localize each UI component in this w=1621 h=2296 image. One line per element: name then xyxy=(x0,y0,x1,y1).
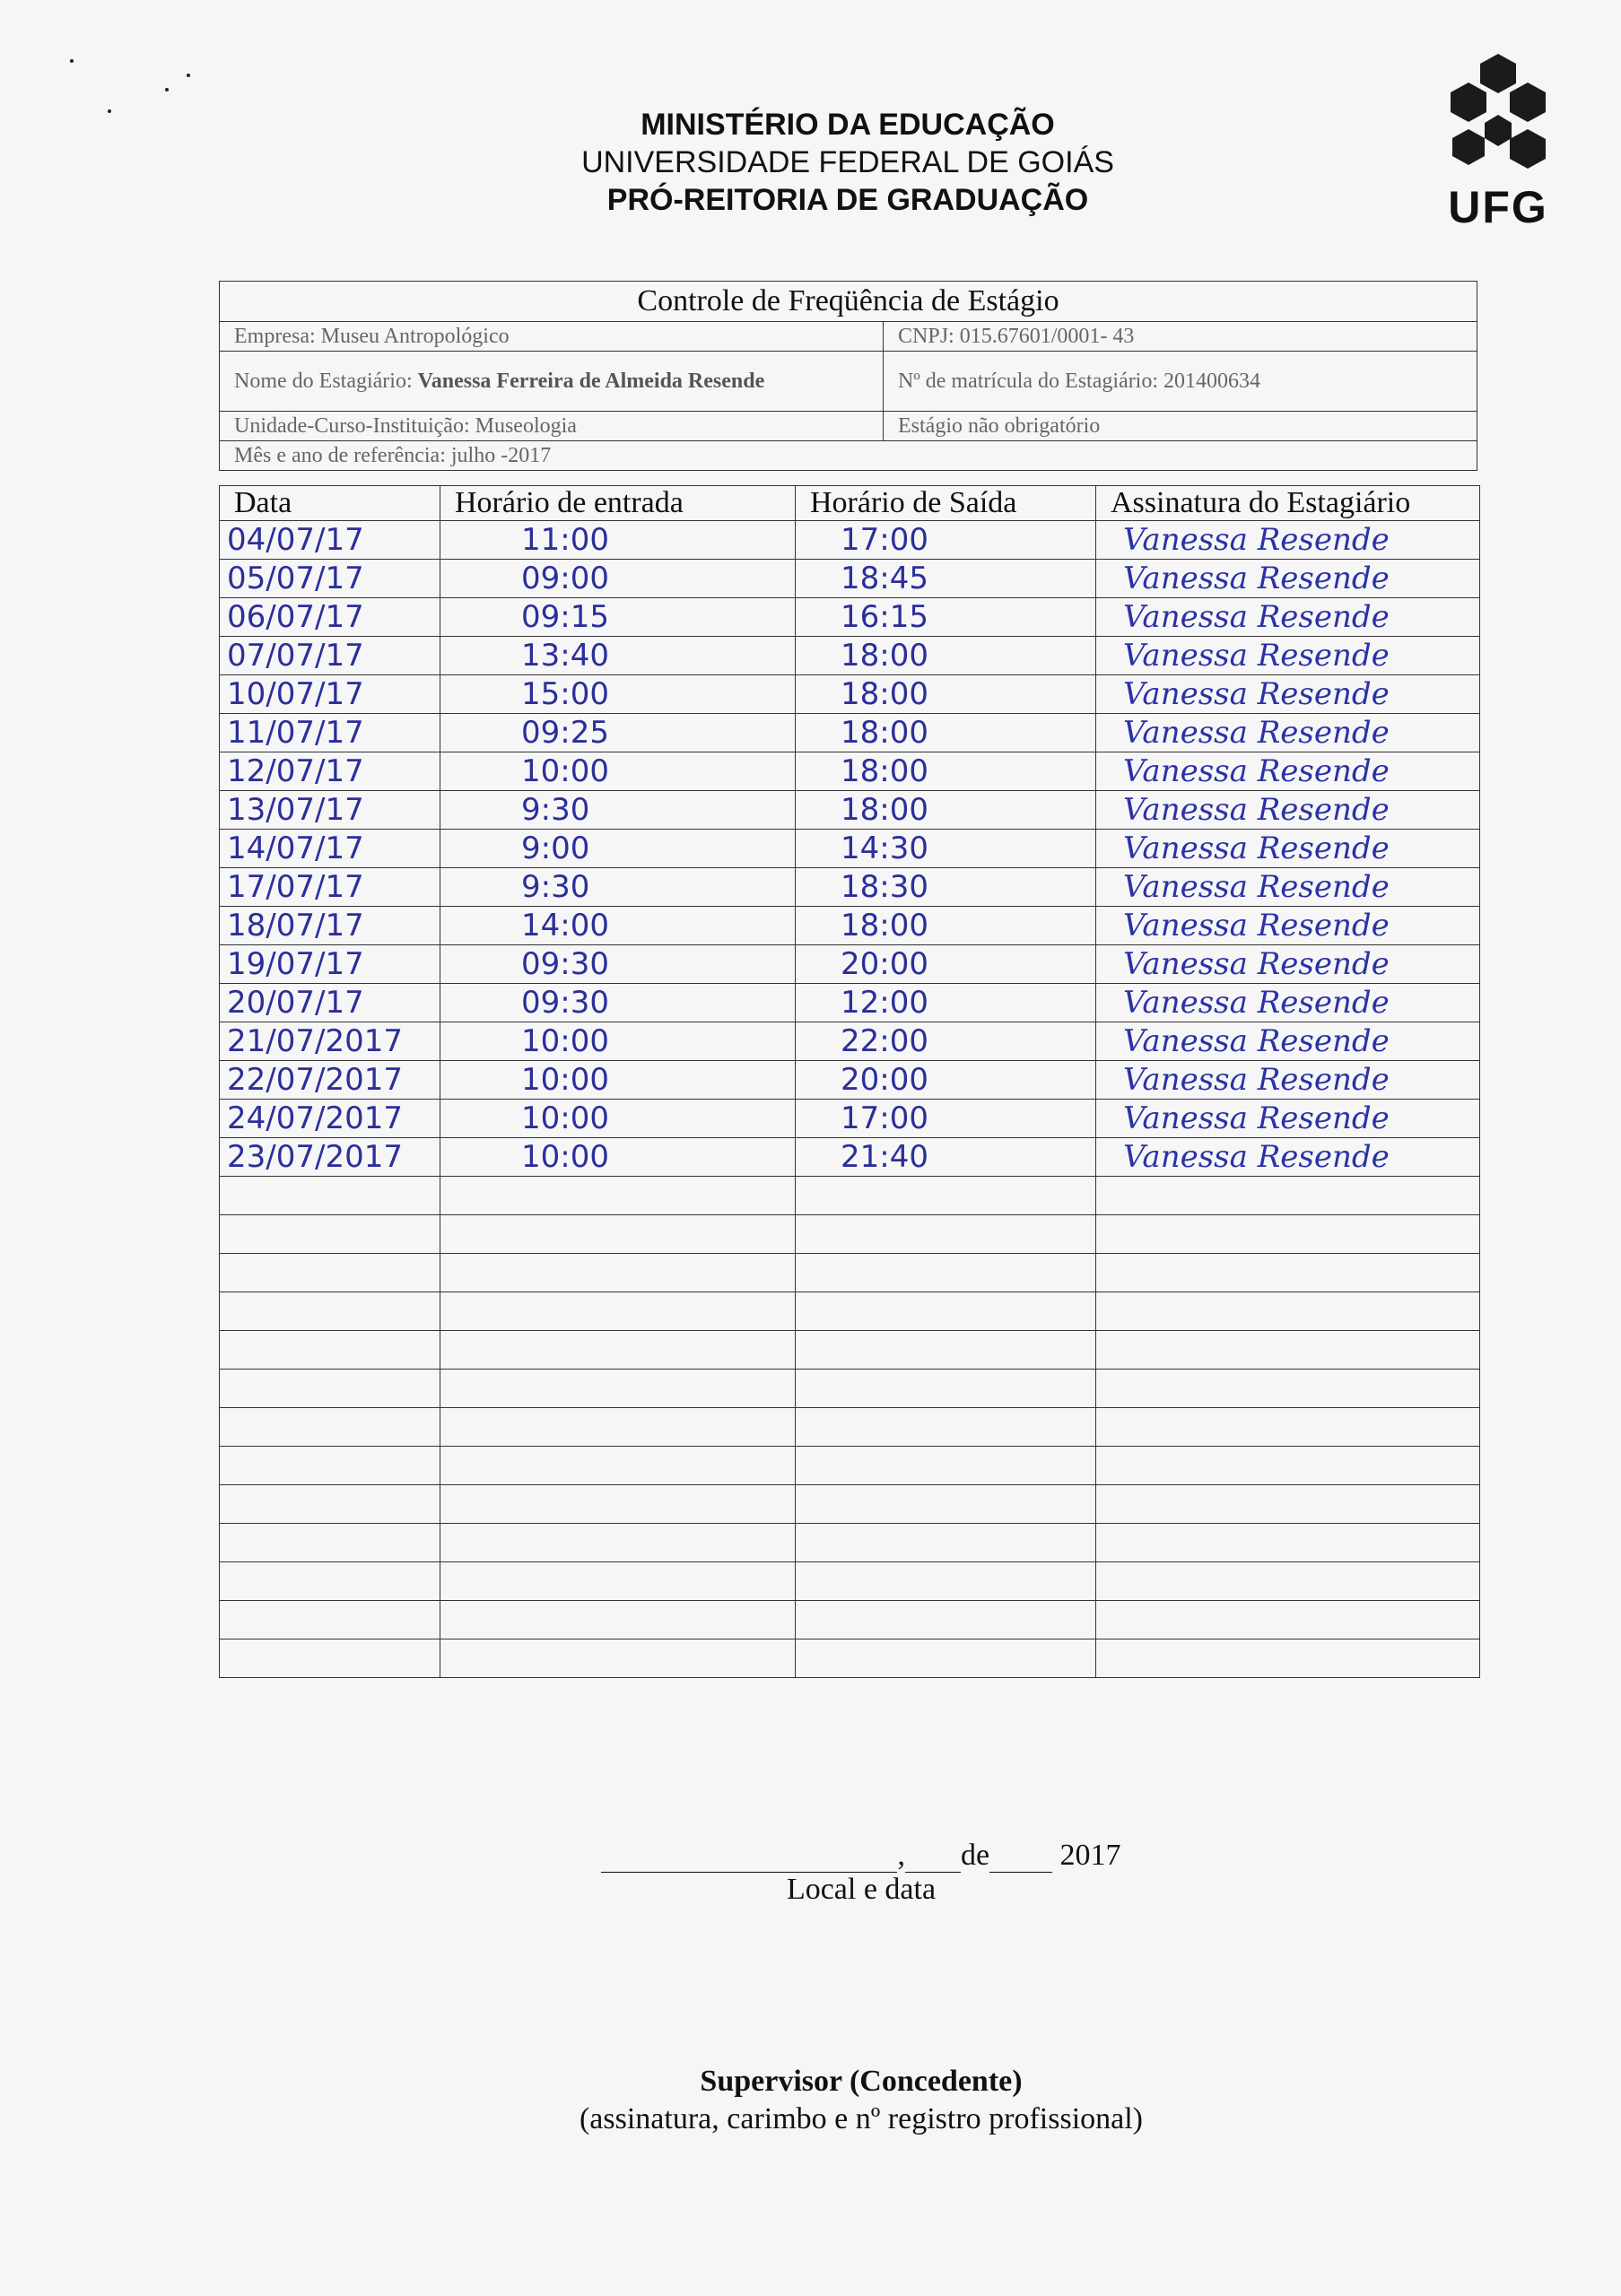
table-row xyxy=(220,1138,1480,1177)
empty-cell xyxy=(220,1370,440,1408)
date-year: 2017 xyxy=(1059,1839,1121,1872)
unidade-field: Unidade-Curso-Instituição: Museologia xyxy=(220,412,884,441)
cell-assinatura: Vanessa Resende xyxy=(1096,907,1480,945)
cell-entrada: 09:30 xyxy=(440,945,796,984)
table-row xyxy=(220,521,1480,560)
supervisor-subtitle: (assinatura, carimbo e nº registro profissional) xyxy=(579,2102,1144,2135)
cell-data: 21/07/2017 xyxy=(220,1022,440,1061)
empty-cell xyxy=(796,1254,1096,1292)
supervisor-title: Supervisor (Concedente) xyxy=(700,2065,1023,2098)
cell-saida: 18:00 xyxy=(796,907,1096,945)
col-header-entrada: Horário de entrada xyxy=(440,486,796,521)
table-row xyxy=(220,984,1480,1022)
cell-assinatura: Vanessa Resende xyxy=(1096,868,1480,907)
cell-data: 22/07/2017 xyxy=(220,1061,440,1100)
empty-cell xyxy=(440,1447,796,1485)
table-row xyxy=(220,560,1480,598)
cell-entrada: 15:00 xyxy=(440,675,796,714)
matricula-field: Nº de matrícula do Estagiário: 201400634 xyxy=(884,352,1477,412)
cell-assinatura: Vanessa Resende xyxy=(1096,521,1480,560)
cell-data: 18/07/17 xyxy=(220,907,440,945)
cell-assinatura: Vanessa Resende xyxy=(1096,675,1480,714)
nome-label: Nome do Estagiário: xyxy=(234,370,413,393)
cell-assinatura: Vanessa Resende xyxy=(1096,1061,1480,1100)
empty-cell xyxy=(1096,1639,1480,1678)
estagio-field: Estágio não obrigatório xyxy=(884,412,1477,441)
date-line xyxy=(556,1839,1166,1907)
empty-cell xyxy=(220,1408,440,1447)
empty-row xyxy=(220,1524,1480,1562)
table-row xyxy=(220,945,1480,984)
table-row xyxy=(220,675,1480,714)
cell-saida: 21:40 xyxy=(796,1138,1096,1177)
col-header-data: Data xyxy=(220,486,440,521)
cell-data: 13/07/17 xyxy=(220,791,440,830)
scan-speck xyxy=(187,74,190,77)
empty-row xyxy=(220,1254,1480,1292)
cell-entrada: 10:00 xyxy=(440,1022,796,1061)
cell-data: 20/07/17 xyxy=(220,984,440,1022)
cell-saida: 12:00 xyxy=(796,984,1096,1022)
cell-entrada: 14:00 xyxy=(440,907,796,945)
cell-saida: 20:00 xyxy=(796,1061,1096,1100)
cell-assinatura: Vanessa Resende xyxy=(1096,830,1480,868)
cell-saida: 18:00 xyxy=(796,714,1096,752)
nome-field xyxy=(220,352,884,412)
cell-assinatura: Vanessa Resende xyxy=(1096,945,1480,984)
empty-cell xyxy=(1096,1562,1480,1601)
empty-cell xyxy=(440,1485,796,1524)
empty-cell xyxy=(220,1524,440,1562)
local-label: Local e data xyxy=(786,1873,937,1906)
empty-cell xyxy=(440,1215,796,1254)
cell-saida: 18:30 xyxy=(796,868,1096,907)
table-row xyxy=(220,791,1480,830)
table-row xyxy=(220,637,1480,675)
attendance-body xyxy=(220,521,1480,1678)
empty-cell xyxy=(796,1370,1096,1408)
empty-cell xyxy=(796,1447,1096,1485)
empty-cell xyxy=(220,1562,440,1601)
empty-cell xyxy=(1096,1254,1480,1292)
empty-cell xyxy=(440,1408,796,1447)
cell-data: 17/07/17 xyxy=(220,868,440,907)
table-row xyxy=(220,830,1480,868)
cell-saida: 17:00 xyxy=(796,1100,1096,1138)
document-header xyxy=(502,106,1193,219)
cell-data: 04/07/17 xyxy=(220,521,440,560)
cell-data: 11/07/17 xyxy=(220,714,440,752)
mes-field: Mês e ano de referência: julho -2017 xyxy=(220,441,1477,471)
cell-entrada: 9:00 xyxy=(440,830,796,868)
cell-saida: 20:00 xyxy=(796,945,1096,984)
department-title: PRÓ-REITORIA DE GRADUAÇÃO xyxy=(606,183,1089,217)
empty-cell xyxy=(1096,1485,1480,1524)
cell-entrada: 09:15 xyxy=(440,598,796,637)
empty-cell xyxy=(440,1639,796,1678)
cell-data: 12/07/17 xyxy=(220,752,440,791)
cell-data: 05/07/17 xyxy=(220,560,440,598)
empty-cell xyxy=(796,1639,1096,1678)
table-row xyxy=(220,1022,1480,1061)
table-row xyxy=(220,598,1480,637)
cell-assinatura: Vanessa Resende xyxy=(1096,1138,1480,1177)
empty-cell xyxy=(440,1177,796,1215)
empty-row xyxy=(220,1408,1480,1447)
empty-row xyxy=(220,1562,1480,1601)
empty-cell xyxy=(440,1562,796,1601)
cell-data: 23/07/2017 xyxy=(220,1138,440,1177)
cnpj-field: CNPJ: 015.67601/0001- 43 xyxy=(884,322,1477,352)
empty-cell xyxy=(440,1370,796,1408)
cell-saida: 18:45 xyxy=(796,560,1096,598)
empty-cell xyxy=(1096,1331,1480,1370)
cell-entrada: 9:30 xyxy=(440,791,796,830)
cell-data: 19/07/17 xyxy=(220,945,440,984)
col-header-assinatura: Assinatura do Estagiário xyxy=(1096,486,1480,521)
empty-cell xyxy=(220,1447,440,1485)
empty-cell xyxy=(796,1292,1096,1331)
attendance-header-row xyxy=(220,486,1480,521)
empty-cell xyxy=(220,1254,440,1292)
table-row xyxy=(220,752,1480,791)
scan-speck xyxy=(70,59,74,63)
empty-cell xyxy=(220,1292,440,1331)
cell-entrada: 10:00 xyxy=(440,1138,796,1177)
cell-data: 06/07/17 xyxy=(220,598,440,637)
table-row xyxy=(220,1061,1480,1100)
empty-row xyxy=(220,1177,1480,1215)
cell-entrada: 09:25 xyxy=(440,714,796,752)
empty-cell xyxy=(220,1331,440,1370)
ministry-title: MINISTÉRIO DA EDUCAÇÃO xyxy=(641,108,1055,142)
empty-cell xyxy=(440,1292,796,1331)
empty-cell xyxy=(1096,1370,1480,1408)
month-blank[interactable] xyxy=(989,1872,1052,1873)
empty-cell xyxy=(1096,1177,1480,1215)
empty-row xyxy=(220,1485,1480,1524)
cell-entrada: 09:30 xyxy=(440,984,796,1022)
empty-row xyxy=(220,1215,1480,1254)
empty-cell xyxy=(220,1485,440,1524)
empty-cell xyxy=(1096,1601,1480,1639)
cell-saida: 22:00 xyxy=(796,1022,1096,1061)
empty-cell xyxy=(796,1215,1096,1254)
empty-cell xyxy=(796,1331,1096,1370)
cell-saida: 17:00 xyxy=(796,521,1096,560)
supervisor-block xyxy=(502,2063,1220,2138)
cell-saida: 18:00 xyxy=(796,752,1096,791)
attendance-table xyxy=(219,485,1480,1678)
university-title: UNIVERSIDADE FEDERAL DE GOIÁS xyxy=(581,145,1114,179)
empty-row xyxy=(220,1292,1480,1331)
empty-cell xyxy=(440,1254,796,1292)
cell-saida: 16:15 xyxy=(796,598,1096,637)
cell-assinatura: Vanessa Resende xyxy=(1096,1100,1480,1138)
empty-cell xyxy=(220,1177,440,1215)
table-row xyxy=(220,1100,1480,1138)
empty-row xyxy=(220,1639,1480,1678)
form-title: Controle de Freqüência de Estágio xyxy=(220,282,1477,322)
table-row xyxy=(220,907,1480,945)
cell-entrada: 10:00 xyxy=(440,1061,796,1100)
cell-assinatura: Vanessa Resende xyxy=(1096,598,1480,637)
nome-value: Vanessa Ferreira de Almeida Resende xyxy=(417,370,765,393)
cell-entrada: 9:30 xyxy=(440,868,796,907)
empty-cell xyxy=(796,1408,1096,1447)
cell-assinatura: Vanessa Resende xyxy=(1096,984,1480,1022)
cell-entrada: 11:00 xyxy=(440,521,796,560)
cell-saida: 18:00 xyxy=(796,791,1096,830)
cell-assinatura: Vanessa Resende xyxy=(1096,714,1480,752)
col-header-saida: Horário de Saída xyxy=(796,486,1096,521)
empty-cell xyxy=(220,1601,440,1639)
empresa-field: Empresa: Museu Antropológico xyxy=(220,322,884,352)
cell-entrada: 09:00 xyxy=(440,560,796,598)
cell-data: 24/07/2017 xyxy=(220,1100,440,1138)
date-comma: , xyxy=(897,1839,905,1872)
cell-entrada: 10:00 xyxy=(440,1100,796,1138)
cell-assinatura: Vanessa Resende xyxy=(1096,791,1480,830)
cell-saida: 18:00 xyxy=(796,637,1096,675)
scan-speck xyxy=(108,109,111,113)
cell-saida: 14:30 xyxy=(796,830,1096,868)
table-row xyxy=(220,868,1480,907)
cell-data: 07/07/17 xyxy=(220,637,440,675)
scan-speck xyxy=(165,88,169,91)
table-row xyxy=(220,714,1480,752)
empty-cell xyxy=(440,1331,796,1370)
empty-cell xyxy=(1096,1292,1480,1331)
empty-cell xyxy=(220,1639,440,1678)
empty-cell xyxy=(440,1524,796,1562)
empty-cell xyxy=(1096,1447,1480,1485)
date-de: de xyxy=(960,1839,990,1872)
logo-text: UFG xyxy=(1448,182,1548,232)
cell-entrada: 10:00 xyxy=(440,752,796,791)
empty-row xyxy=(220,1331,1480,1370)
cell-saida: 18:00 xyxy=(796,675,1096,714)
empty-cell xyxy=(796,1562,1096,1601)
empty-cell xyxy=(440,1601,796,1639)
empty-row xyxy=(220,1370,1480,1408)
cell-assinatura: Vanessa Resende xyxy=(1096,1022,1480,1061)
empty-cell xyxy=(1096,1408,1480,1447)
cell-assinatura: Vanessa Resende xyxy=(1096,637,1480,675)
empty-cell xyxy=(796,1601,1096,1639)
cell-assinatura: Vanessa Resende xyxy=(1096,752,1480,791)
empty-cell xyxy=(796,1485,1096,1524)
empty-cell xyxy=(1096,1524,1480,1562)
cell-entrada: 13:40 xyxy=(440,637,796,675)
form-info-table xyxy=(219,281,1477,471)
empty-cell xyxy=(1096,1215,1480,1254)
empty-row xyxy=(220,1447,1480,1485)
cell-data: 10/07/17 xyxy=(220,675,440,714)
empty-cell xyxy=(220,1215,440,1254)
empty-row xyxy=(220,1601,1480,1639)
empty-cell xyxy=(796,1177,1096,1215)
cell-assinatura: Vanessa Resende xyxy=(1096,560,1480,598)
empty-cell xyxy=(796,1524,1096,1562)
cell-data: 14/07/17 xyxy=(220,830,440,868)
